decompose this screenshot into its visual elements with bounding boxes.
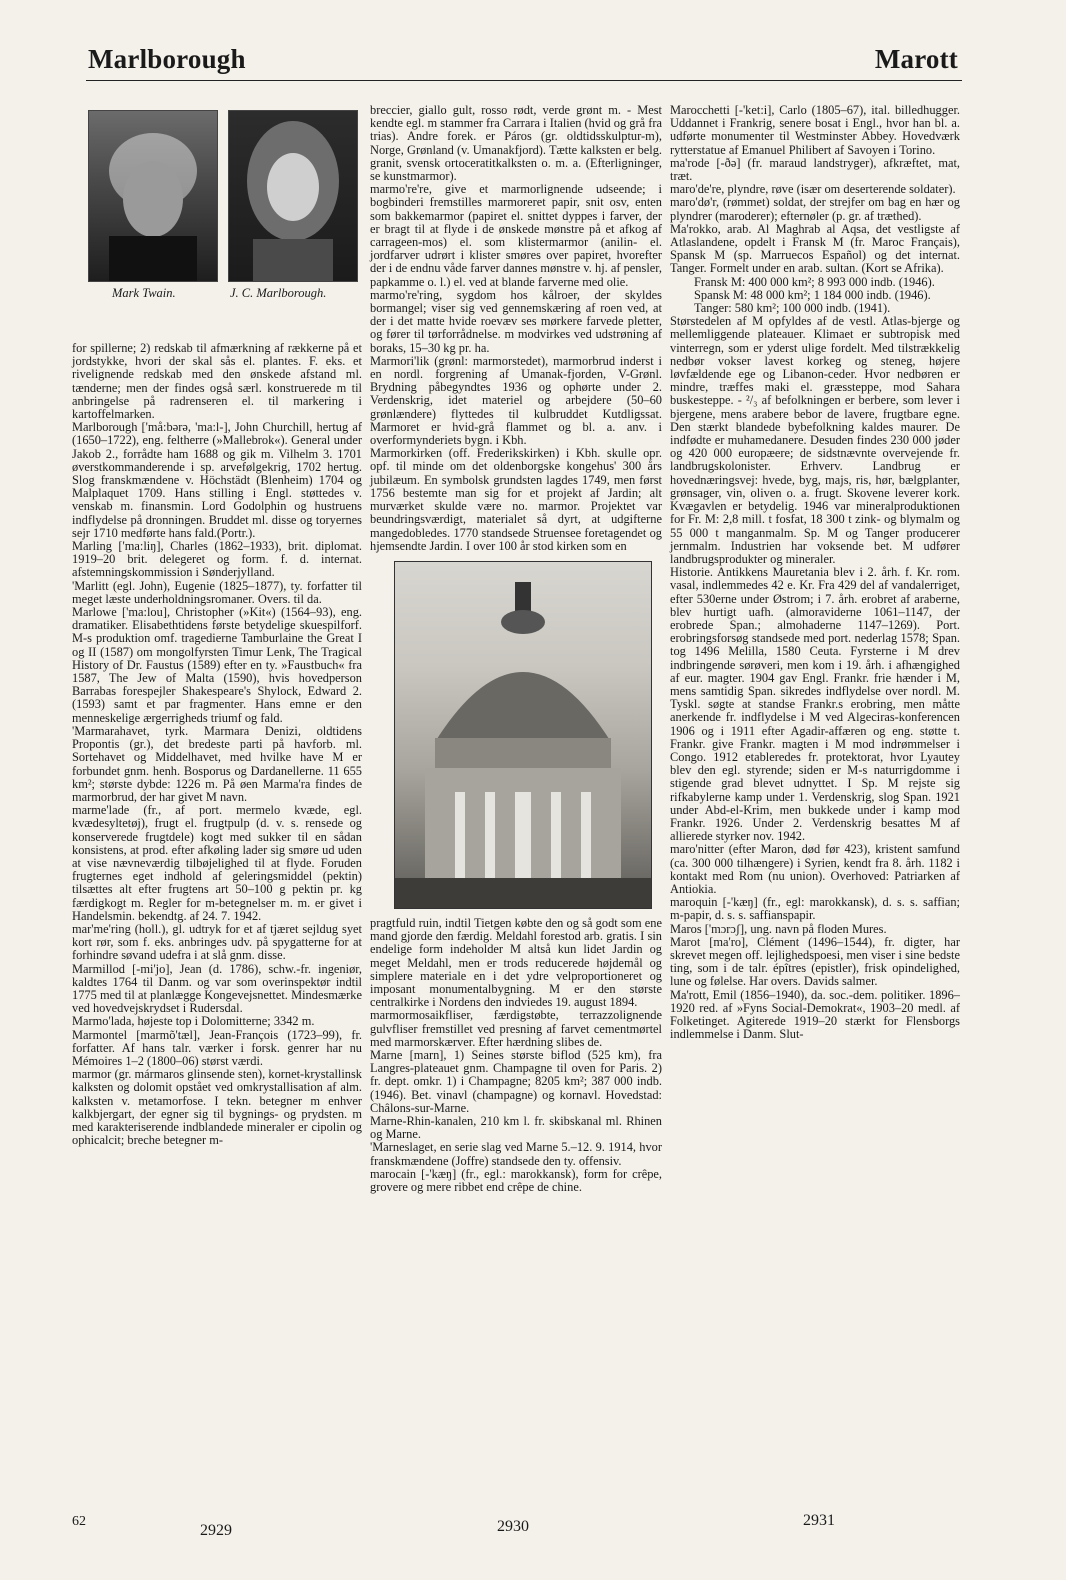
header-right: Marott: [874, 44, 958, 74]
entry: pragtfuld ruin, indtil Tietgen købte den og så godt som ene mand gjorde den færdig. Meldahl forestod arb. gratis. I sin endelige form indeholder M altså kun lidet Jardin og meget Meldahl, men er trods reducerede højdemål og simplere materiale en i det ydre velproportioneret og imposant monumentalbygning. M er den største centralkirke i Nordens den indviedes 19. august 1894.: [370, 915, 662, 1010]
stat-line: Spansk M: 48 000 km²; 1 184 000 indb. (1946).: [694, 287, 931, 302]
entry: Marmillod [-mi'jo], Jean (d. 1786), schw.-fr. ingeniør, kaldtes 1764 til Danm. og var som overinspektør indtil 1775 med til at planlægge Kongevejsnettet. Mindesmærke ved hovedvejskrydset i Rudersdal.: [72, 961, 362, 1016]
entry: marmor (gr. mármaros glinsende sten), kornet-krystallinsk kalksten og dolomit opstået ved omkrystallisation af alm. kalksten v. metamorfose. I tekn. betegner m enhver kalkbjergart, der egner sig til bygnings- og prydsten. m med karakteriserende indblandede mineraler er cipolin og ophicalcit; breche betegner m-: [72, 1067, 362, 1148]
entry: Marmo'lada, højeste top i Dolomitterne; 3342 m.: [72, 1014, 315, 1029]
entry: maroquin [-'kæŋ] (fr., egl: marokkansk), d. s. s. saffian; m-papir, d. s. s. saffianspapir.: [670, 895, 960, 923]
entry: Marmorkirken (off. Frederikskirken) i Kbh. skulle opr. opf. til minde om det oldenborgske kongehus' 300 års jubilæum. En symbolsk grundsten lagdes 1749, men først 1756 bestemte man sig for et projekt af Jardin; alt murværket skulde være no. marmor. Projektet var beundringsværdigt, materialet så dyrt, at udgifterne mangedobledes. 1770 standsede Struensee foretagendet og hjemsendte Jardin. I over 100 år stod kirken som en: [370, 446, 662, 553]
entry: 'Marmarahavet, tyrk. Marmara Denizi, oldtidens Propontis (gr.), det bredeste parti på havforb. ml. Sortehavet og Middelhavet, med hvilke have M er forbundet gnm. henh. Bosporus og Dardanellerne. 11 655 km²; største dybde: 1226 m. På øen Marma'ra findes de marmorbrud, der har givet M navn.: [72, 723, 362, 804]
page-number-left: 62: [72, 1514, 86, 1529]
entry: breccier, giallo gult, rosso rødt, verde grønt m. - Mest kendte egl. m stammer fra Carrara i Italien (hvid og grå fra trias). Andre forek. er Páros (gr. oldtidsskulptur-m), Norge, Grønland (v. Umanakfjord). Tætte kalksten er belg. granit, svensk ortoceratitkalksten o. m. a. (Efterligninger, se kunstmarmor).: [370, 103, 662, 184]
entry: Marmori'lik (grønl: marmorstedet), marmorbrud inderst i en nordl. forgrening af Umanak-fjorden, V-Grønl. Brydning påbegyndtes 1936 og ophørte under 2. Verdenskrig, idet materiel og arbejdere (50–60 grønlændere) flyttedes til kulbruddet Kutdligssat. Marmoret er hvid-grå flammet og bl. a. anv. i overformynderiets bygn. i Kbh.: [370, 353, 662, 448]
entry: Maros ['mɔrɔʃ], ung. navn på floden Mures.: [670, 921, 887, 936]
photo-mark-twain: [88, 110, 218, 282]
entry: Marne [marn], 1) Seines største biflod (525 km), fra Langres-plateauet gnm. Champagne til oven for Paris. 2) fr. dept. omkr. 1) i Champagne; 8205 km²; 387 000 indb. (1946). Bet. vinavl (champagne) og kornavl. Hovedstad: Châlons-sur-Marne.: [370, 1047, 662, 1115]
entry: mar'me'ring (holl.), gl. udtryk for et af tjæret sejldug syet kort rør, som f. eks. anbringes udv. på spygatterne for at forhindre søvand udefra i at slå gnm. disse.: [72, 921, 362, 963]
photo-marmorkirken: [394, 561, 652, 909]
entry: Marlowe ['ma:lou], Christopher (»Kit«) (1564–93), eng. dramatiker. Elisabethtidens første betydelige skuespilforf. M-s produktion omf. tragedierne Tamburlaine the Great I og II (1587) om mongolfyrsten Timur Lenk, The Tragical History of Dr. Faustus (1589) efter en ty. »Faustbuch« fra 1587, The Jew of Malta (1590), hvis hovedperson Barrabas forespejler Shakespeare's Shylock, Edward 2. (1593) samt et par fragmenter. Hans emne er den menneskelige ærgerrigheds triumf og fald.: [72, 605, 362, 725]
entry: Størstedelen af M opfyldes af de vestl. Atlas-bjerge og mellemliggende plateauer. Klimaet er subtropisk med vinterregn, som er yderst ulige fordelt. Med tilstrækkelig nedbør vokser lavest korkeg og steneg, højere løvfældende ege og Libanon-ceder. Hvor nedbøren er mindre, træffes maki el. græssteppe, mod Sahara buskesteppe. - ²/₃ af befolkningen er berbere, som lever i bjergene, mens arabere bebor de lavere, frugtbare egne. Den stærkt blandede bybefolkning kaldes maurer. De indfødte er muhamedanere. Desuden findes 230 000 jøder og 420 000 europæere; de sidstnævnte overvejende fr. landbrugskolonister. Erhverv. Landbrug er hovednæringsvej: hvede, byg, majs, ris, hør, bælgplanter, grønsager, vin, oliven o. a. frugt. Skovene leverer kork. Kvægavlen er betydelig. 1946 var mineralproduktionen for Fr. M: 2,8 mill. t fosfat, 18 300 t zink- og blymalm og 55 000 t manganmalm. Sp. M og Tanger producerer jernmalm. Industrien har voksende bet. M udfører landbrugsprodukter og mineraler.: [670, 314, 960, 566]
entry: maro'dø'r, (rømmet) soldat, der strejfer om bag en hær og plyndrer (maroderer); efternøler (p. gr. af træthed).: [670, 195, 960, 223]
entry: marme'lade (fr., af port. mermelo kvæde, egl. kvædesyltetøj), frugt el. frugtpulp (d. v. s. rensede og konserverede frugtdele) kogt med sukker til en sådan konsistens, at prod. efter afkøling lader sig smøre ud uden at vise nævneværdig tilbøjelighed til at flyde. Foruden frugternes eget indhold af geleringsmiddel (pektin) tilsættes alt efter frugtens art 50–100 g pektin pr. kg færdigkogt m. Regler for m-betegnelser m. m. er givet i Handelsmin. bekendtg. af 24. 7. 1942.: [72, 803, 362, 923]
stat-line: Fransk M: 400 000 km²; 8 993 000 indb. (1946).: [694, 274, 935, 289]
entry: Marlborough ['må:bərə, 'ma:l-], John Churchill, hertug af (1650–1722), eng. feltherre (»Mallebrok«). General under Jakob 2., forrådte ham 1688 og gik m. Vilhelm 3. 1701 øverstkommanderende i sp. arvefølgekrig, 1702 hertug. Slog franskmændene v. Höchstädt (Blenheim) 1704 og Malplaquet 1709. Hans stilling i Engl. støttedes v. venskab m. finansmin. Lord Godolphin og hustruens indflydelse på dronningen. Bruddet ml. disse og toryernes sejr 1710 medførte hans fald.(Portr.).: [72, 420, 362, 540]
entry: Marmontel [marmõ'tæl], Jean-François (1723–99), fr. forfatter. Af hans talr. værker i forsk. genrer har nu Mémoires 1–2 (1800–06) størst værdi.: [72, 1027, 362, 1068]
entry: Marocchetti [-'ket:i], Carlo (1805–67), ital. billedhugger. Uddannet i Frankrig, senere bosat i Engl., hvor han bl. a. udførte monumenter til Westminster Abbey. Hovedværk rytterstatue af Emanuel Philibert af Savoyen i Torino.: [670, 103, 960, 157]
entry: for spillerne; 2) redskab til afmærkning af rækkerne på et jordstykke, hvori der skal sås el. plantes. F. eks. et rivelignende redskab med den ønskede afstand ml. tænderne; men der findes også særl. konstruerede m til anbringelse på radrenseren el. til markering i kartoffelmarken.: [72, 341, 362, 422]
entry: marmo're're, give et marmorlignende udseende; i bogbinderi fremstilles marmoreret papir, snit osv, enten som bakkemarmor (papiret el. snittet dyppes i farver, der er bragt til at flyde i de ønskede mønstre på et afkog af carrageen-mos) el. som klistermarmor (anilin- el. jordfarver udrørt i klister smøres over papiret, hvorefter der i de endnu våde farver dannes mønstre v. hj. af pensler, papkamme o. l.) el. ved at blande farverne med olie.: [370, 182, 662, 289]
entry: Historie. Antikkens Mauretania blev i 2. årh. f. Kr. rom. vasal, indlemmedes 42 e. Kr. Fra 429 del af vandalerriget, efter 530erne under Østrom; i 7. årh. erobret af araberne, blev hurtigt uafh. (almoraviderne 1061–1147, der erobrede Span.; almohaderne 1147–1269). Port. erobringsforsøg standsede med port. nederlag 1578; Span. tog 1496 Melilla, 1580 Ceuta. Fyrsterne i M drev indbringende sørøveri, men kom i 19. årh. i afhængighed af eur. magter. 1904 gav Engl. Frankr. frie hænder i M, mens samtidig Span. sikredes indflydelse over nordl. M. Tyskl. søgte at standse Frankr.s erobring, men måtte anerkende fr. indflydelse i M ved Algeciras-konferencen 1906 og i 1911 efter Agadir-affæren og eng. støtte t. Frankr. give Frankr. magten i M mod indrømmelser i Congo. 1912 etableredes fr. protektorat, hvor Lyautey blev den egl. styrende; siden er M-s naturrigdomme i stigende grad blevet udnyttet. I Sp. M rejste sig rifkabylerne kamp under 1. Verdenskrig, slog Span. 1921 under Abd-el-Krim, men bukkede under i kamp mod Frankr. 1926. Under 2. Verdenskrig besattes M af allierede styrker nov. 1942.: [670, 565, 960, 844]
column-number-3: 2931: [803, 1512, 835, 1529]
entry: ma'rode [-ðə] (fr. maraud landstryger), afkræftet, mat, træt.: [670, 155, 960, 184]
portrait-photos: [72, 104, 362, 336]
entry: Marling ['ma:liŋ], Charles (1862–1933), brit. diplomat. 1919–20 brit. delegeret og form. f. d. internat. afstemningskommission i Sønderjylland.: [72, 539, 362, 580]
entry: 'Marneslaget, en serie slag ved Marne 5.–12. 9. 1914, hvor franskmændene (Joffre) standsede den ty. offensiv.: [370, 1140, 662, 1168]
column-1: [72, 104, 362, 1147]
entry: Marot [ma'ro], Clément (1496–1544), fr. digter, har skrevet megen off. lejlighedspoesi, men viser i sine bedste ting, som i de talr. épîtres (epistler), frisk opindelighed, lune og følelse. Har overs. Davids salmer.: [670, 934, 960, 989]
column-number-2: 2930: [497, 1518, 529, 1535]
photo-marlborough: [228, 110, 358, 282]
stat-line: Tanger: 580 km²; 100 000 indb. (1941).: [694, 301, 891, 316]
entry: maro'de're, plyndre, røve (især om deserterende soldater).: [670, 182, 956, 197]
caption-twain: Mark Twain.: [112, 286, 176, 300]
entry: marocain [-'kæŋ] (fr., egl.: marokkansk), form for crêpe, grovere og mere ribbet end crêpe de chine.: [370, 1166, 662, 1194]
header-rule: [86, 80, 962, 81]
entry: maro'nitter (efter Maron, død før 423), kristent samfund (ca. 300 000 tilhængere) i Syrien, kendt fra 8. årh. 1182 i kontakt med Rom (nu union). Overhoved: Patriarken af Antiokia.: [670, 842, 960, 896]
caption-marlborough: J. C. Marlborough.: [230, 286, 327, 300]
entry: Ma'rokko, arab. Al Maghrab al Aqsa, det vestligste af Atlaslandene, opdelt i Fransk M (fr. Maroc Français), Spansk M (sp. Marruecos Español) og det internat. Tanger. Formelt under en arab. sultan. (Kort se Afrika).: [670, 221, 960, 276]
column-number-1: 2929: [200, 1522, 232, 1539]
header-left: Marlborough: [88, 44, 246, 74]
entry: 'Marlitt (egl. John), Eugenie (1825–1877), ty. forfatter til meget læste underholdningsromaner. Overs. til da.: [72, 578, 362, 606]
entry: marmormosaikfliser, færdigstøbte, terrazzolignende gulvfliser fremstillet ved presning af farvet cementmørtel med marmorskærver. Efter hærdning slibes de.: [370, 1008, 662, 1049]
column-3: [670, 104, 960, 1041]
entry: Ma'rott, Emil (1856–1940), da. soc.-dem. politiker. 1896–1920 red. af »Fyns Social-Demokrat«, 1903–20 medl. af Folketinget. Agiterede 1919–20 stærkt for Flensborgs indlemmelse i Danm. Slut-: [670, 987, 960, 1042]
entry: Marne-Rhin-kanalen, 210 km l. fr. skibskanal ml. Rhinen og Marne.: [370, 1113, 662, 1142]
entry: marmo're'ring, sygdom hos kålroer, der skyldes bormangel; viser sig ved gennemskæring af roen ved, at der i det matte hvide roevæv ses mørkere farvede pletter, og fører til tørforrådnelse. m modvirkes ved udstrøning af boraks, 15–30 kg pr. ha.: [370, 287, 662, 355]
column-2: [370, 104, 662, 1194]
